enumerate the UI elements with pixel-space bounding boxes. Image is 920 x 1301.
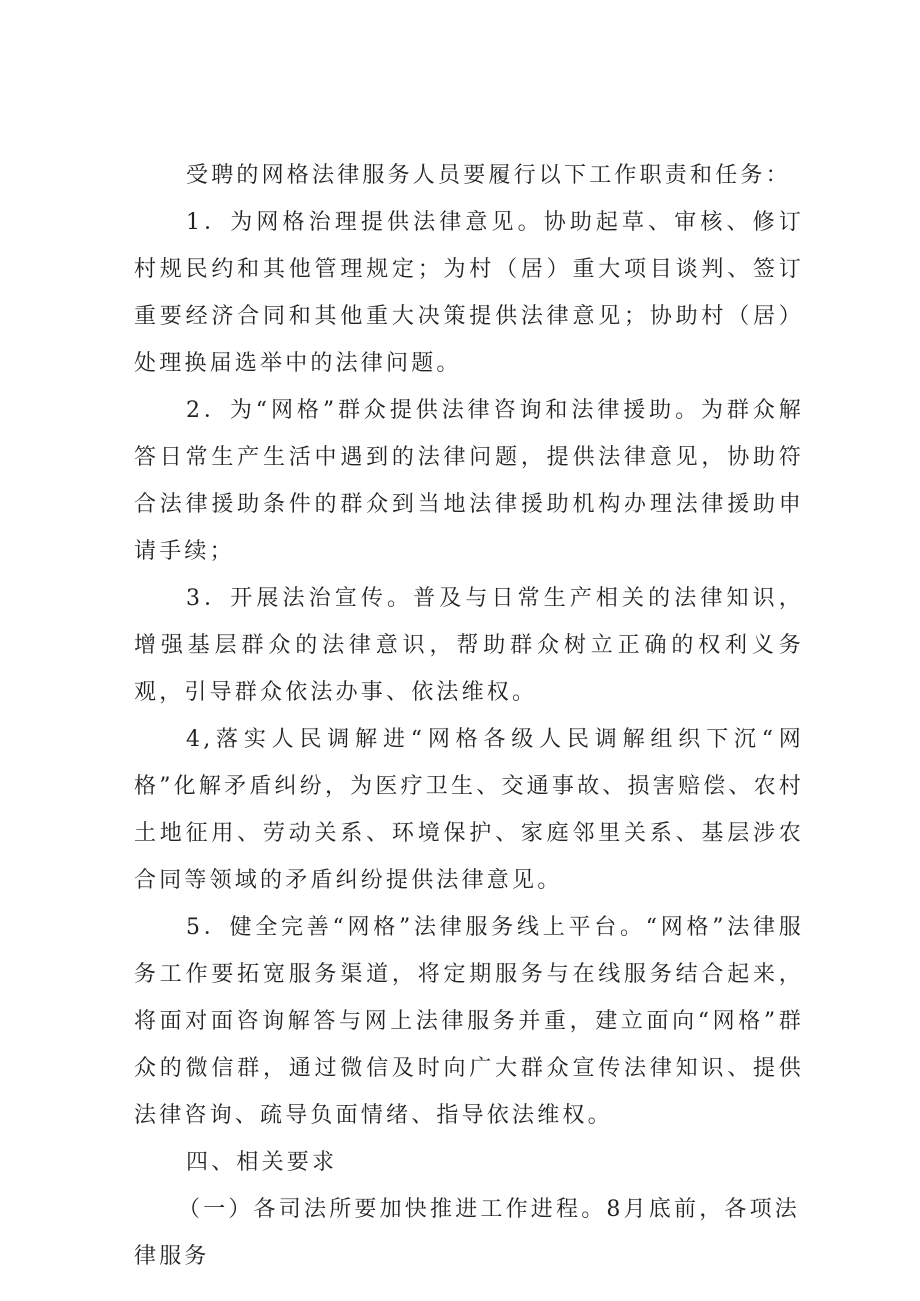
section-heading: 四、相关要求: [186, 1150, 338, 1175]
duty-item-1: 1．为网格治理提供法律意见。协助起草、审核、修订村规民约和其他管理规定；为村（居）重大项目谈判、签订重要经济合同和其他重大决策提供法律意见；协助村（居）处理换届选举中的法律问题。: [134, 210, 804, 376]
requirement-item-1: （一）各司法所要加快推进工作进程。8月底前，各项法律服务: [134, 1197, 800, 1269]
duty-item-4: 4,落实人民调解进“网格各级人民调解组织下沉“网格”化解矛盾纠纷，为医疗卫生、交通事故、损害赔偿、农村土地征用、劳动关系、环境保护、家庭邻里关系、基层涉农合同等领域的矛盾纠纷提供法律意见。: [134, 727, 804, 893]
duty-item-5: 5．健全完善“网格”法律服务线上平台。“网格”法律服务工作要拓宽服务渠道，将定期服务与在线服务结合起来，将面对面咨询解答与网上法律服务并重，建立面向“网格”群众的微信群，通过微信及时向广大群众宣传法律知识、提供法律咨询、疏导负面情绪、指导依法维权。: [134, 915, 804, 1128]
duty-item-2: 2．为“网格”群众提供法律咨询和法律援助。为群众解答日常生产生活中遇到的法律问题，提供法律意见，协助符合法律援助条件的群众到当地法律援助机构办理法律援助申请手续；: [134, 398, 804, 564]
intro-paragraph: 受聘的网格法律服务人员要履行以下工作职责和任务：: [186, 163, 791, 188]
duty-item-3: 3．开展法治宣传。普及与日常生产相关的法律知识，增强基层群众的法律意识，帮助群众树立正确的权利义务观，引导群众依法办事、依法维权。: [134, 586, 804, 705]
